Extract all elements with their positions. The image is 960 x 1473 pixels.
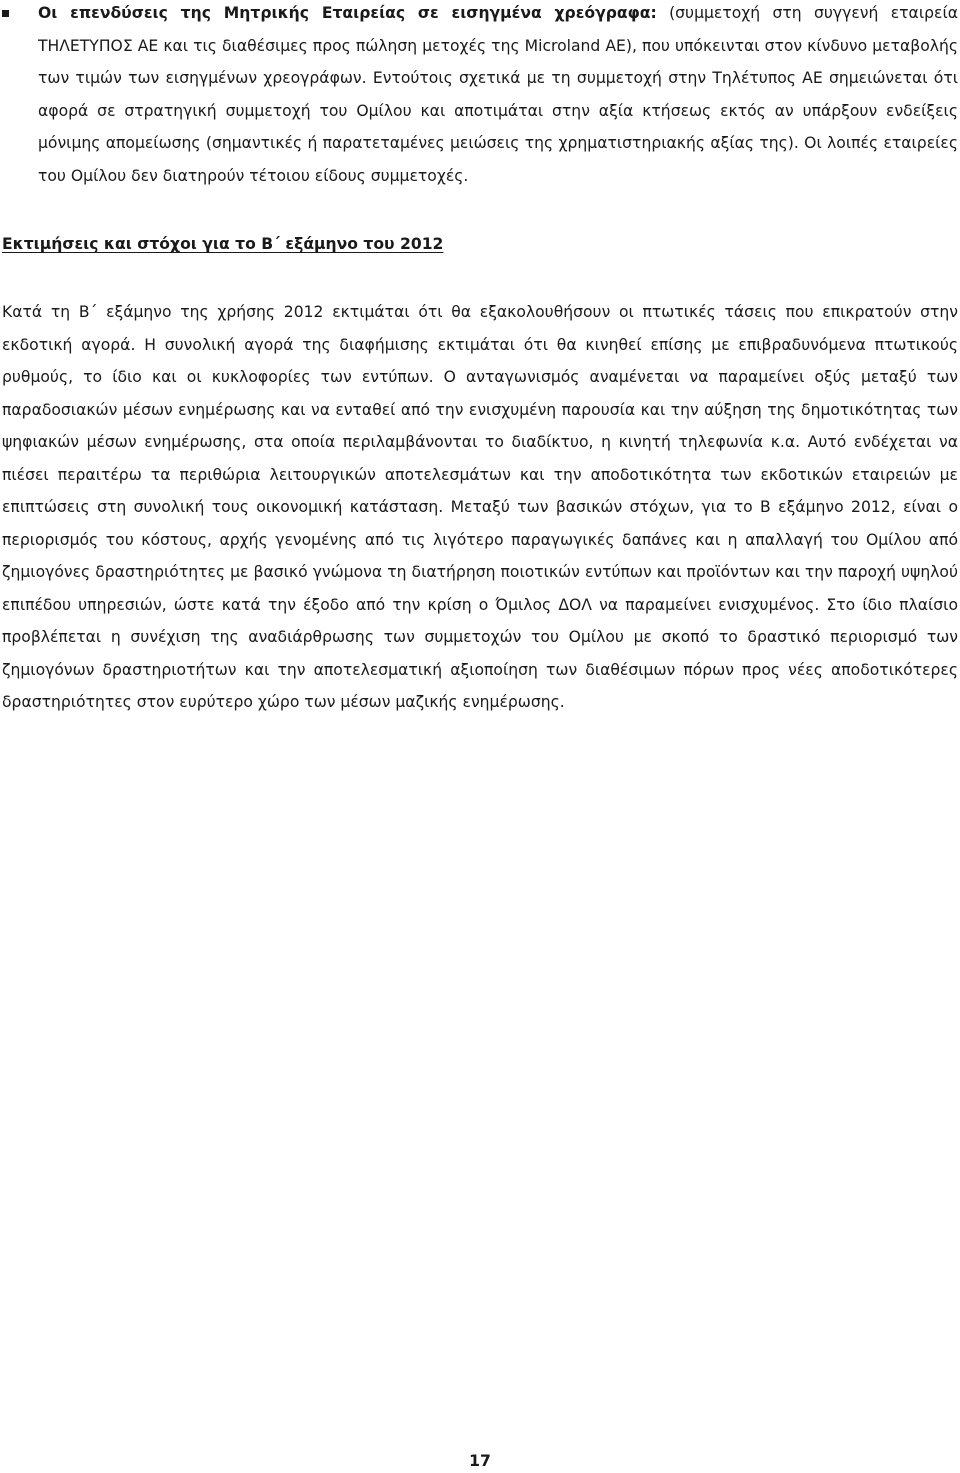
body-paragraph: Κατά τη Β΄ εξάμηνο της χρήσης 2012 εκτιμάται ότι θα εξακολουθήσουν οι πτωτικές τάσεις που επικρατούν στην εκδοτική αγορά. Η συνολική αγορά της διαφήμισης εκτιμάται ότι θα κινηθεί επίσης με επιβραδυνόμενα πτωτικούς ρυθμούς, το ίδιο και οι κυκλοφορίες των εντύπων. Ο ανταγωνισμός αναμένεται να παραμείνει οξύς μεταξύ των παραδοσιακών μέσων ενημέρωσης και να ενταθεί από την ενισχυμένη παρουσία και την αύξηση της δημοτικότητας των ψηφιακών μέσων ενημέρωσης, στα οποία περιλαμβάνονται το διαδίκτυο, η κινητή τηλεφωνία κ.α. Αυτό ενδέχεται να πιέσει περαιτέρω τα περιθώρια λειτουργικών αποτελεσμάτων και την αποδοτικότητα των εκδοτικών εταιρειών με επιπτώσεις στη συνολική τους οικονομική κατάσταση. Μεταξύ των βασικών στόχων, για το Β εξάμηνο 2012, είναι ο περιορισμός του κόστους, αρχής γενομένης από τις λιγότερο παραγωγικές δαπάνες και η απαλλαγή του Ομίλου από ζημιογόνες δραστηριότητες με βασικό γνώμονα τη διατήρηση ποιοτικών εντύπων και προϊόντων και την παροχή υψηλού επιπέδου υπηρεσιών, ώστε κατά την έξοδο από την κρίση ο Όμιλος ΔΟΛ να παραμείνει ενισχυμένος. Στο ίδιο πλαίσιο προβλέπεται η συνέχιση της αναδιάρθρωσης των συμμετοχών του Ομίλου με σκοπό το δραστικό περιορισμό των ζημιογόνων δραστηριοτήτων και την αποτελεσματική αξιοποίηση των διαθέσιμων πόρων προς νέες αποδοτικότερες δραστηριότητες στον ευρύτερο χώρο των μέσων μαζικής ενημέρωσης. — [2, 303, 958, 711]
page-number: 17 — [469, 1452, 491, 1470]
section-heading: Εκτιμήσεις και στόχοι για το Β΄ εξάμηνο του 2012 — [2, 235, 444, 253]
bullet-paragraph — [38, 0, 958, 192]
bullet-lead-text: Οι επενδύσεις της Μητρικής Εταιρείας σε εισηγμένα χρεόγραφα: — [38, 4, 657, 22]
square-bullet-icon — [2, 10, 9, 17]
bullet-body-text: (συμμετοχή στη συγγενή εταιρεία ΤΗΛΕΤΥΠΟΣ ΑΕ και τις διαθέσιμες προς πώληση μετοχές της Microland AE), που υπόκεινται στον κίνδυνο μεταβολής των τιμών των εισηγμένων χρεογράφων. Εντούτοις σχετικά με τη συμμετοχή στην Τηλέτυπος ΑΕ σημειώνεται ότι αφορά σε στρατηγική συμμετοχή του Ομίλου και αποτιμάται στην αξία κτήσεως εκτός αν υπάρξουν ενδείξεις μόνιμης απομείωσης (σημαντικές ή παρατεταμένες μειώσεις της χρηματιστηριακής αξίας της). Οι λοιπές εταιρείες του Ομίλου δεν διατηρούν τέτοιου είδους συμμετοχές. — [38, 4, 958, 185]
